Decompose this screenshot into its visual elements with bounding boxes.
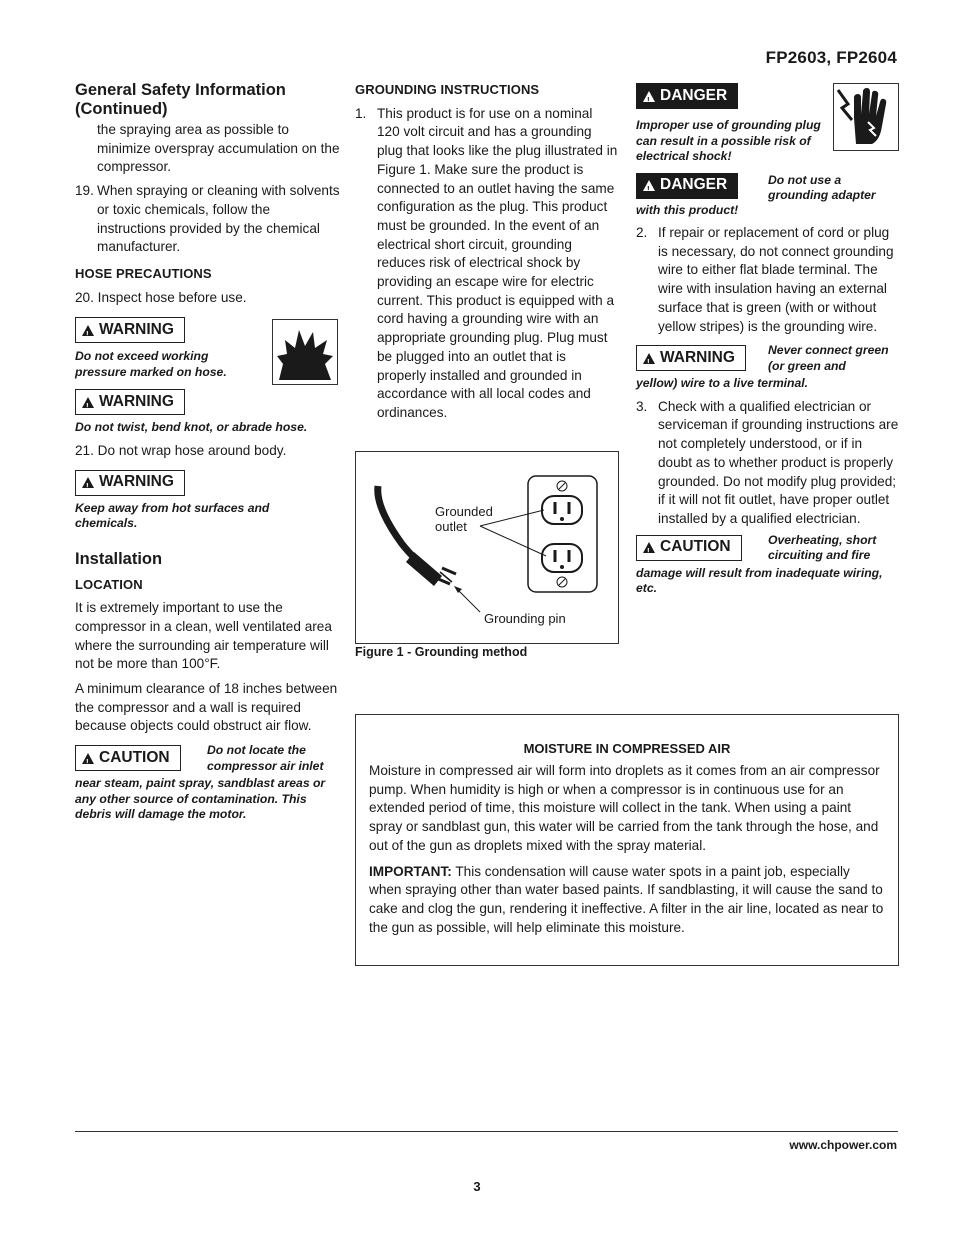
- danger-block-2: [636, 173, 899, 219]
- caution-badge: ! CAUTION: [636, 535, 742, 561]
- warning-block-2: [75, 389, 340, 436]
- figure-label-outlet: Grounded outlet: [435, 504, 493, 534]
- caution-text-b: near steam, paint spray, sandblast areas or any other source of contamination. This debris will damage the motor.: [75, 776, 326, 822]
- warning-text: Do not twist, bend knot, or abrade hose.: [75, 420, 308, 435]
- continued-text: the spraying area as possible to minimize overspray accumulation on the compressor.: [97, 122, 340, 175]
- warning-triangle-icon: [643, 542, 655, 553]
- danger-badge-2: ! DANGER: [636, 173, 738, 199]
- grounding-figure: [355, 451, 619, 644]
- warning-text-b: yellow) wire to a live terminal.: [636, 376, 809, 391]
- caution-text-a: Do not locate the compressor air inlet: [207, 743, 324, 773]
- moisture-title: MOISTURE IN COMPRESSED AIR: [523, 741, 731, 756]
- page-number: 3: [473, 1179, 481, 1194]
- model-number: FP2603, FP2604: [765, 48, 897, 67]
- column-danger: [636, 83, 899, 597]
- footer-rule: [75, 1131, 898, 1132]
- list-item-21: 21. Do not wrap hose around body.: [75, 442, 287, 458]
- moisture-paragraph-2: IMPORTANT: This condensation will cause water spots in a paint job, especially when spraying other than water based paints. If sandblasting, it will cause the sand to cake and clog the gun, rendering it ineffective. A filter in the air line, located as near to the gun as possible, will help eliminate this moisture.: [369, 863, 884, 935]
- warning-triangle-icon: [82, 477, 94, 488]
- electric-shock-hand-icon: [833, 83, 899, 151]
- explosion-icon: [272, 319, 338, 385]
- danger-text-2b: with this product!: [636, 202, 739, 217]
- moisture-box: [355, 714, 899, 966]
- warning-triangle-icon: [82, 397, 94, 408]
- danger-text-2a: Do not use a grounding adapter: [768, 172, 876, 202]
- warning-badge: ! WARNING: [75, 317, 185, 343]
- warning-text: Do not exceed working pressure marked on hose.: [75, 349, 227, 379]
- caution-badge: ! CAUTION: [75, 745, 181, 771]
- grounding-heading: GROUNDING INSTRUCTIONS: [355, 82, 540, 97]
- location-paragraph-1: It is extremely important to use the compressor in a clean, well ventilated area where the surrounding air temperature will not be more than 100°F.: [75, 600, 332, 672]
- column-general-safety: [75, 81, 340, 823]
- list-item-3: 3. Check with a qualified electrician or serviceman if grounding instructions are not completely understood, or if in doubt as to whether product is properly grounded. Do not modify plug provided; if it will not fit outlet, have proper outlet installed by a qualified electrician.: [636, 398, 899, 526]
- warning-text: Keep away from hot surfaces and chemicals.: [75, 500, 270, 531]
- danger-badge-1: ! DANGER: [636, 83, 738, 109]
- location-heading: LOCATION: [75, 576, 143, 592]
- figure-label-pin: Grounding pin: [484, 611, 566, 626]
- caution-block: [636, 532, 899, 597]
- warning-block-3: [75, 470, 340, 532]
- figure-caption: Figure 1 - Grounding method: [355, 645, 528, 659]
- caution-block: [75, 745, 340, 823]
- caution-text-a: Overheating, short circuiting and fire: [768, 532, 877, 563]
- warning-triangle-icon: [643, 91, 655, 102]
- moisture-paragraph-1: Moisture in compressed air will form into droplets as it comes from an air compressor pump. When humidity is high or when a compressor is in continuous use for an extended period of time, this moisture will collect in the tank. When using a paint spray or sandblast gun, this water will be carried from the tank through the hose, and out of the gun as droplets mixed with the spray material.: [369, 763, 880, 853]
- warning-text-a: Never connect green (or green and: [768, 343, 889, 373]
- list-item-20: 20. Inspect hose before use.: [75, 289, 247, 305]
- list-item-2: 2. If repair or replacement of cord or plug is necessary, do not connect grounding wire to either flat blade terminal. The wire with insulation having an external surface that is green (with or without yellow stripes) is the grounding wire.: [636, 225, 894, 334]
- list-item-19: 19. When spraying or cleaning with solvents or toxic chemicals, follow the instructions provided by the chemical manufacturer.: [75, 183, 340, 255]
- warning-block: [636, 345, 899, 392]
- warning-triangle-icon: [643, 180, 655, 191]
- caution-text-b: damage will result from inadequate wiring, etc.: [636, 565, 883, 596]
- warning-triangle-icon: [82, 753, 94, 764]
- column-grounding: [355, 81, 618, 423]
- location-paragraph-2: A minimum clearance of 18 inches between the compressor and a wall is required because objects could obstruct air flow.: [75, 681, 338, 734]
- section-title: General Safety Information (Continued): [75, 81, 286, 118]
- installation-title: Installation: [75, 549, 163, 568]
- footer-url: www.chpower.com: [789, 1138, 897, 1152]
- list-item-1: 1. This product is for use on a nominal 120 volt circuit and has a grounding plug that looks like the plug illustrated in Figure 1. Make sure the product is connected to an outlet having the same configuration as the plug. This product must be grounded. In the event of an electrical short circuit, grounding reduces risk of electrical shock by providing an escape wire for electric current. This product is equipped with a cord having a grounding wire with an appropriate grounding plug. Plug must be plugged into an outlet that is properly installed and grounded in accordance with all local codes and ordinances.: [355, 105, 618, 420]
- warning-triangle-icon: [82, 325, 94, 336]
- warning-triangle-icon: [643, 353, 655, 364]
- warning-badge: ! WARNING: [75, 470, 185, 496]
- danger-text-1: Improper use of grounding plug can result in a possible risk of electrical shock!: [636, 118, 821, 163]
- hose-precautions-heading: HOSE PRECAUTIONS: [75, 265, 212, 281]
- important-label: IMPORTANT:: [369, 863, 452, 879]
- warning-badge: ! WARNING: [75, 389, 185, 415]
- warning-badge: ! WARNING: [636, 345, 746, 371]
